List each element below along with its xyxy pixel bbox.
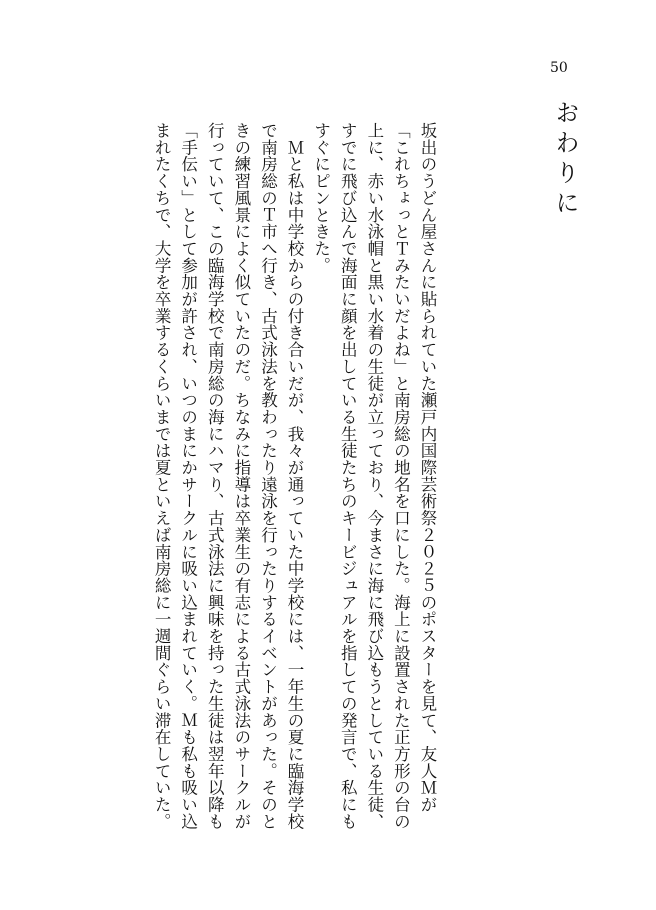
page-number: 50 xyxy=(550,60,568,76)
body-line-8: きの練習風景によく似ていたのだ。ちなみに指導は卒業生の有志による古式泳法のサークルが xyxy=(231,122,251,830)
body-line-6: Ｍと私は中学校からの付き合いだが、我々が通っていた中学校には、一年生の夏に臨海学校 xyxy=(285,122,305,830)
body-line-10: 「手伝い」として参加が許され、いつのまにかサークルに吸い込まれていく。Ｍも私も吸い込 xyxy=(178,122,198,830)
body-line-7: で南房総のＴ市へ行き、古式泳法を教わったり遠泳を行ったりするイベントがあった。そのと xyxy=(258,122,278,830)
body-line-5: すぐにピンときた。 xyxy=(311,122,331,274)
body-line-11: まれたくちで、大学を卒業するくらいまでは夏といえば南房総に一週間ぐらい滞在していた。 xyxy=(152,122,172,830)
body-line-4: すでに飛び込んで海面に顔を出している生徒たちのキービジュアルを指しての発言で、私にも xyxy=(338,122,358,830)
body-line-9: 行っていて、この臨海学校で南房総の海にハマり、古式泳法に興味を持った生徒は翌年以降も xyxy=(205,122,225,830)
body-line-1: 坂出のうどん屋さんに貼られていた瀬戸内国際芸術祭２０２５のポスターを見て、友人Ｍが xyxy=(418,122,437,813)
chapter-title: おわりに xyxy=(551,100,579,220)
body-line-2: 「これちょっとＴみたいだよね」と南房総の地名を口にした。海上に設置された正方形の台の xyxy=(391,122,411,830)
body-text xyxy=(140,122,440,830)
body-line-3: 上に、赤い水泳帽と黒い水着の生徒が立っており、今まさに海に飛び込もうとしている生徒、 xyxy=(364,122,384,830)
